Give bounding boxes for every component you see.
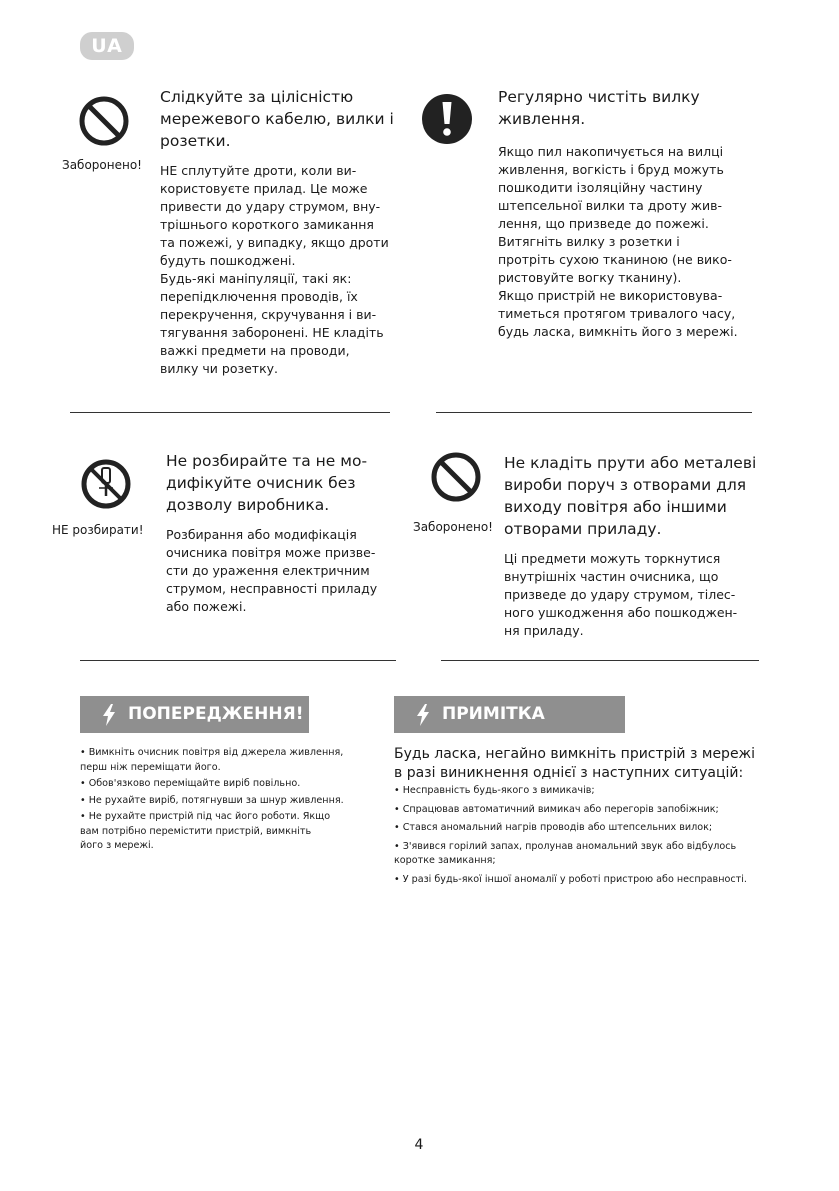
no-disassembly-icon [80, 458, 132, 510]
disassemble-title: Не розбирайте та не мо- дифікуйте очисник без дозволу виробника. [166, 452, 368, 514]
exclamation-icon [421, 93, 473, 145]
section-divider [441, 660, 759, 661]
list-item: коротке замикання; [394, 855, 496, 866]
prohibited-label: Заборонено! [413, 520, 493, 534]
no-disassembly-label: НЕ розбирати! [52, 523, 144, 537]
list-item: перш ніж переміщати його. [80, 761, 221, 773]
section-divider [70, 412, 390, 413]
prohibited-icon [430, 451, 482, 503]
lightning-icon [416, 704, 430, 726]
list-item: • Обов'язково переміщайте виріб повільно. [80, 778, 301, 789]
prohibited-icon [78, 95, 130, 147]
list-item: • Несправність будь-якого з вимикачів; [394, 785, 595, 796]
section-divider [436, 412, 752, 413]
disassemble-body: Розбирання або модифікація очисника повітря може призве- сти до ураження електричним струмом, несправності приладу або пожежі. [166, 527, 378, 614]
note-list [394, 784, 747, 887]
cable-title: Слідкуйте за цілісністю мережевого кабелю, вилки і розетки. [160, 88, 394, 150]
list-item: • Не рухайте виріб, потягнувши за шнур живлення. [80, 794, 344, 806]
list-item: • У разі будь-якої іншої аномалії у роботі пристрою або несправності. [394, 873, 747, 885]
cable-body: НЕ сплутуйте дроти, коли ви- користовуєте прилад. Це може привести до удару струмом, вну- трішнього короткого замикання та пожежі, у випадку, якщо дроти будуть пошкоджені. Будь-які маніпуляції, такі як: перепідключення проводів, їх перекручення, скручування і ви- тягування заборонені. НЕ кладіть важкі предмети на проводи, вилку чи розетку. [160, 163, 389, 376]
page-number: 4 [414, 1137, 424, 1153]
warning-banner [80, 696, 309, 733]
warning-title: ПОПЕРЕДЖЕННЯ! [128, 704, 304, 724]
list-item: вам потрібно перемістити пристрій, вимкніть [80, 825, 312, 837]
note-banner [394, 696, 625, 733]
plug-body: Якщо пил накопичується на вилці живлення, вогкість і бруд можуть пошкодити ізоляційну частину штепсельної вилки та дроту жив- лення, що призведе до пожежі. Витягніть вилку з розетки і протріть сухою тканиною (не вико- ристовуйте вогку тканину). Якщо пристрій не використовува- тиметься протягом тривалого часу, будь ласка, вимкніть його з мережі. [498, 144, 738, 339]
section-divider [80, 660, 396, 661]
plug-title: Регулярно чистіть вилку живлення. [498, 88, 700, 128]
list-item: • Спрацював автоматичний вимикач або перегорів запобіжник; [394, 803, 719, 815]
note-title: ПРИМІТКА [442, 704, 545, 724]
list-item: • З'явився горілий запах, пролунав аномальний звук або відбулось [394, 840, 737, 852]
rods-body: Ці предмети можуть торкнутися внутрішніх частин очисника, що призведе до удару струмом, тілес- ного ушкодження або пошкоджен- ня приладу. [504, 551, 738, 638]
list-item: • Стався аномальний нагрів проводів або штепсельних вилок; [394, 822, 713, 833]
list-item: його з мережі. [80, 840, 154, 851]
note-heading: Будь ласка, негайно вимкніть пристрій з мережі в разі виникнення однієї з наступних ситуацій: [394, 746, 756, 781]
warning-list [80, 746, 344, 854]
language-badge: UA [80, 32, 134, 60]
list-item: • Вимкніть очисник повітря від джерела живлення, [80, 747, 344, 758]
rods-title: Не кладіть прути або металеві вироби поруч з отворами для виходу повітря або іншими отворами приладу. [504, 454, 757, 538]
lightning-icon [102, 704, 116, 726]
prohibited-label: Заборонено! [62, 158, 142, 172]
list-item: • Не рухайте пристрій під час його роботи. Якщо [80, 811, 331, 822]
